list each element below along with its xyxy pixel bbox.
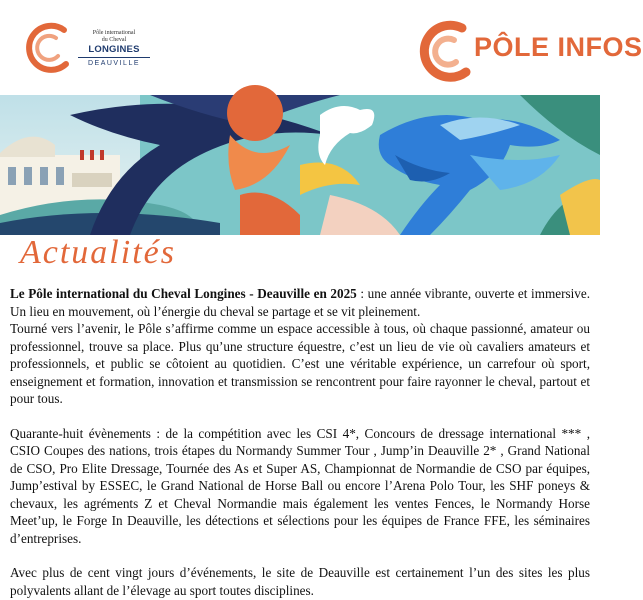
paragraph-vision: Tourné vers l’avenir, le Pôle s’affirme comme un espace accessible à tous, où chaque passionné, amateur ou professionnel, trouve sa place. Plus qu’une structure équestre, c’est un lieu de vie où cavaliers amateurs et professionnels, et public se côtoient au quotidien. C’est une véritable expérience, un carrefour où sport, enseignement et formation, innovation et transmission se rencontrent pour faire rayonner le cheval, partout et pour tous. [10, 321, 590, 406]
logo-divider [78, 57, 150, 58]
hero-banner [0, 95, 600, 235]
banner-illustration [0, 95, 600, 235]
spacer [10, 408, 590, 425]
logo-brand: LONGINES [88, 44, 140, 55]
paragraph-intro [10, 285, 590, 320]
header [0, 0, 643, 95]
logo-line1: Pôle international [92, 30, 136, 36]
paragraph-events: Quarante-huit évènements : de la compétition avec les CSI 4*, Concours de dressage international *** , CSIO Coupes des nations, trois étapes du Normandy Summer Tour , Jump’in Deauville 2* , Grand National de CSO, Pro Elite Dressage, Tournée des As et Super AS, Championnat de Normandie de CSO par équipes, Jump’estival by ESSEC, le Grand National de Horse Ball ou encore l’Arena Polo Tour, les SHF poneys & chevaux, les agréments Z et Cheval Normandie mais également les ventes Fences, le Normandy Horse Meet’up, le Forge In Deauville, les détections et sélections pour les équipes de France FFE, les séminaires d’entreprises. [10, 425, 590, 546]
intro-text: : une année vibrante, ouverte et immersive. Un lieu en mouvement, où l’énergie du cheval se partage et se vit pleinement. [10, 286, 591, 319]
paragraph-summary: Avec plus de cent vingt jours d’événements, le site de Deauville est certainement l’un des sites les plus polyvalents allant de l’élevage au sport toutes disciplines. [10, 565, 590, 598]
spacer [10, 547, 590, 564]
pole-infos-title: PÔLE INFOS [474, 32, 643, 62]
logo-city: DEAUVILLE [87, 60, 141, 67]
article-body [10, 285, 590, 599]
pole-infos-ring-icon [418, 20, 473, 85]
pole-cheval-logo[interactable] [22, 20, 152, 80]
section-heading [20, 233, 240, 278]
logo-line2: du Cheval [101, 36, 127, 43]
intro-lead: Le Pôle international du Cheval Longines - Deauville en 2025 [10, 286, 357, 301]
pole-infos-logo[interactable] [418, 20, 643, 85]
logo-ring-icon [22, 20, 72, 80]
actualites-heading: Actualités [20, 234, 176, 271]
logo-text [76, 30, 152, 67]
